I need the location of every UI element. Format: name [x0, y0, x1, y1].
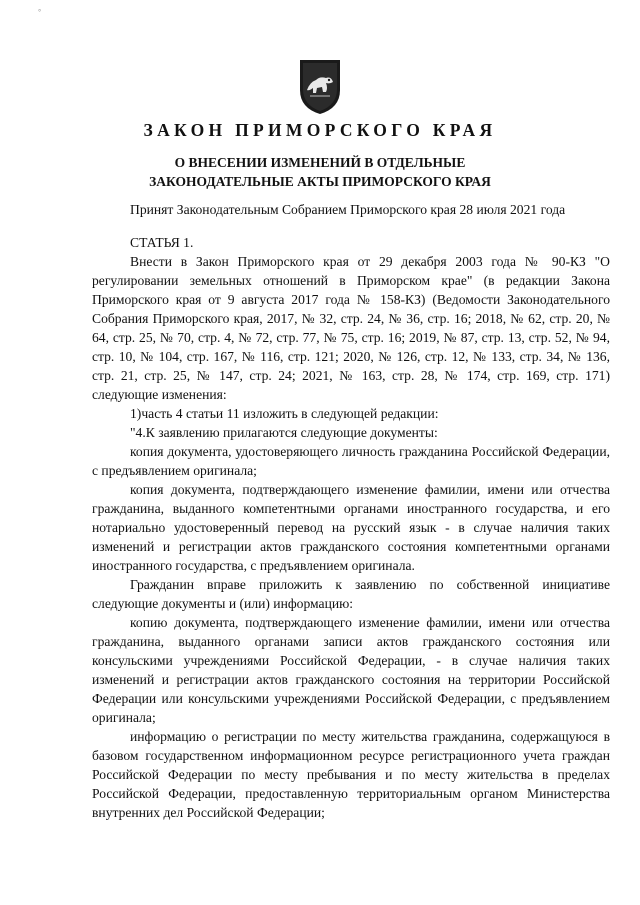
paragraph: 1)часть 4 статьи 11 изложить в следующей редакции: [130, 406, 439, 421]
paragraph: копию документа, подтверждающего изменение фамилии, имени или отчества гражданина, выданного органами записи актов гражданского состояния или консульскими учреждениями Российской Федерации, - в случае наличия таких изменений и регистрации актов гражданского состояния на территории Российской Федерации или консульскими учреждениями Российской Федерации, с предъявлением оригинала; [92, 615, 610, 725]
law-title: ЗАКОН ПРИМОРСКОГО КРАЯ [143, 120, 497, 140]
paragraph: "4.К заявлению прилагаются следующие документы: [130, 425, 438, 440]
adoption-note: Принят Законодательным Собранием Приморского края 28 июля 2021 года [130, 202, 566, 217]
article-heading: СТАТЬЯ 1. [130, 235, 194, 250]
paragraph: копия документа, подтверждающего изменение фамилии, имени или отчества гражданина, выданного компетентными органами иностранного государства, и его нотариально удостоверенный перевод на русский язык - в случае наличия таких изменений и регистрации актов гражданского состояния компетентными органами иностранного государства, с предъявлением оригинала. [92, 482, 610, 573]
paragraph: информацию о регистрации по месту жительства гражданина, содержащуюся в базовом государственном информационном ресурсе регистрационного учета граждан Российской Федерации по месту пребывания и по месту жительства в пределах Российской Федерации, предоставленную территориальным органом Министерства внутренних дел Российской Федерации; [92, 729, 610, 820]
primorsky-krai-coat-of-arms-icon [296, 56, 344, 116]
law-subtitle [0, 153, 640, 191]
document-body [92, 200, 610, 822]
subtitle-line-2: ЗАКОНОДАТЕЛЬНЫЕ АКТЫ ПРИМОРСКОГО КРАЯ [149, 174, 491, 189]
subtitle-line-1: О ВНЕСЕНИИ ИЗМЕНЕНИЙ В ОТДЕЛЬНЫЕ [174, 155, 466, 170]
paragraph: Внести в Закон Приморского края от 29 декабря 2003 года № 90-КЗ "О регулировании земельных отношений в Приморском крае" (в редакции Закона Приморского края от 9 августа 2017 года № 158-КЗ) (Ведомости Законодательного Собрания Приморского края, 2017, № 32, стр. 24, № 36, стр. 16; 2018, № 62, стр. 20, № 64, стр. 25, № 70, стр. 4, № 72, стр. 77, № 75, стр. 16; 2019, № 87, стр. 13, стр. 52, № 94, стр. 10, № 104, стр. 167, № 116, стр. 121; 2020, № 126, стр. 12, № 133, стр. 34, № 136, стр. 21, стр. 25, № 147, стр. 24; 2021, № 163, стр. 28, № 174, стр. 169, стр. 171) следующие изменения: [92, 254, 610, 402]
corner-mark: ° [38, 8, 42, 17]
paragraph: копия документа, удостоверяющего личность гражданина Российской Федерации, с предъявлением оригинала; [92, 444, 610, 478]
paragraph: Гражданин вправе приложить к заявлению по собственной инициативе следующие документы и (или) информацию: [92, 577, 610, 611]
